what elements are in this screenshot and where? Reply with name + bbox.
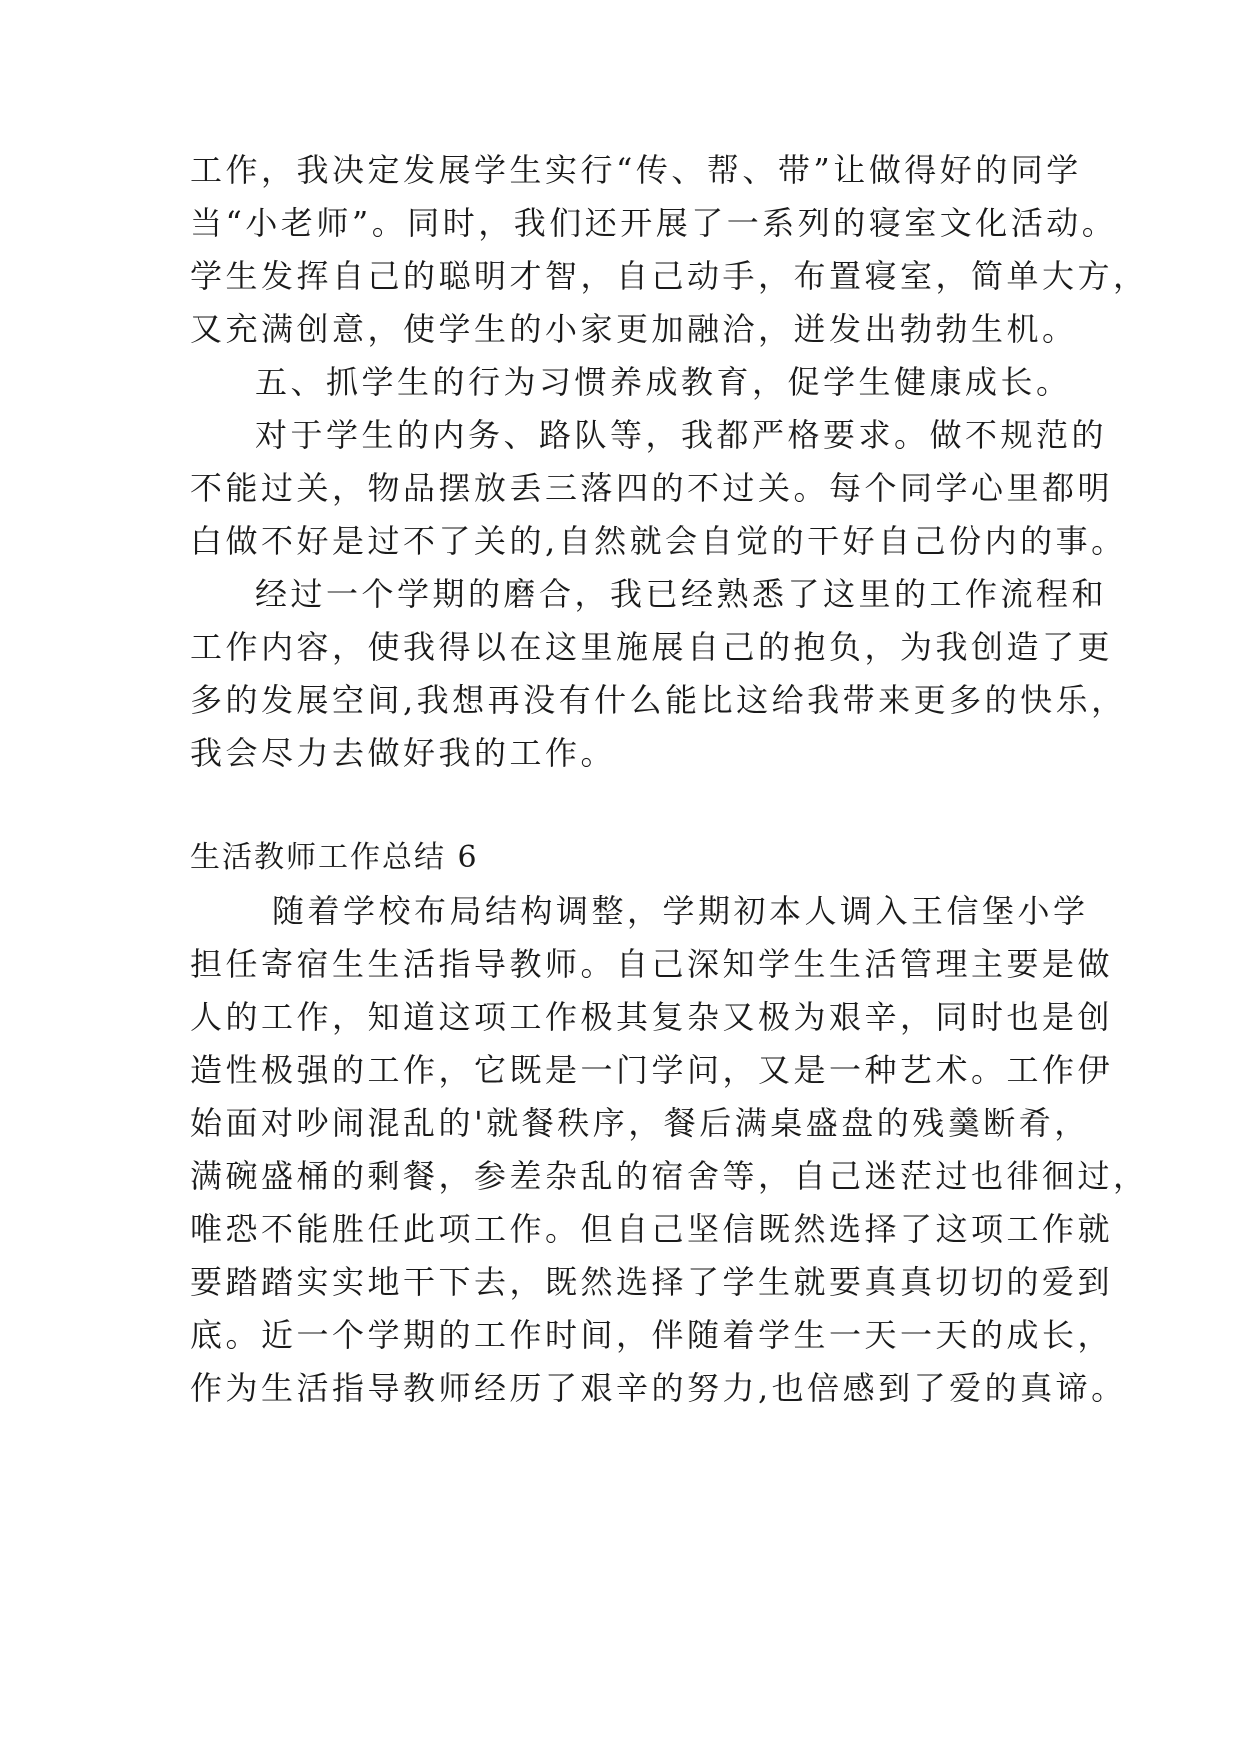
paragraph-line: 对于学生的内务、路队等，我都严格要求。做不规范的: [255, 416, 1108, 454]
section-heading-five: 五、抓学生的行为习惯养成教育，促学生健康成长。: [255, 363, 1072, 401]
paragraph-line: 随着学校布局结构调整，学期初本人调入王信堡小学: [272, 892, 1089, 930]
paragraph-line: 要踏踏实实地干下去，既然选择了学生就要真真切切的爱到: [190, 1263, 1114, 1301]
paragraph-line: 造性极强的工作，它既是一门学问，又是一种艺术。工作伊: [190, 1051, 1114, 1089]
paragraph-line: 我会尽力去做好我的工作。: [190, 734, 617, 772]
paragraph-line: 多的发展空间,我想再没有什么能比这给我带来更多的快乐，: [190, 681, 1127, 719]
paragraph-line: 始面对吵闹混乱的'就餐秩序，餐后满桌盛盘的残羹断肴，: [190, 1104, 1090, 1142]
paragraph-line: 工作，我决定发展学生实行“传、帮、带”让做得好的同学: [190, 151, 1082, 189]
paragraph-line: 又充满创意，使学生的小家更加融洽，迸发出勃勃生机。: [190, 310, 1078, 348]
paragraph-line: 作为生活指导教师经历了艰辛的努力,也倍感到了爱的真谛。: [190, 1369, 1127, 1407]
paragraph-line: 满碗盛桶的剩餐，参差杂乱的宿舍等，自己迷茫过也徘徊过，: [190, 1157, 1149, 1195]
paragraph-line: 不能过关，物品摆放丢三落四的不过关。每个同学心里都明: [190, 469, 1114, 507]
paragraph-line: 底。近一个学期的工作时间，伴随着学生一天一天的成长，: [190, 1316, 1114, 1354]
paragraph-line: 学生发挥自己的聪明才智，自己动手，布置寝室，简单大方，: [190, 257, 1149, 295]
section-title: 生活教师工作总结 6: [190, 840, 479, 875]
paragraph-line: 白做不好是过不了关的,自然就会自觉的干好自己份内的事。: [190, 522, 1127, 560]
paragraph-line: 人的工作，知道这项工作极其复杂又极为艰辛，同时也是创: [190, 998, 1114, 1036]
paragraph-line: 当“小老师”。同时，我们还开展了一系列的寝室文化活动。: [190, 204, 1118, 242]
paragraph-line: 经过一个学期的磨合，我已经熟悉了这里的工作流程和: [255, 575, 1108, 613]
paragraph-line: 工作内容，使我得以在这里施展自己的抱负，为我创造了更: [190, 628, 1114, 666]
paragraph-line: 担任寄宿生生活指导教师。自己深知学生生活管理主要是做: [190, 945, 1114, 983]
paragraph-line: 唯恐不能胜任此项工作。但自己坚信既然选择了这项工作就: [190, 1210, 1114, 1248]
